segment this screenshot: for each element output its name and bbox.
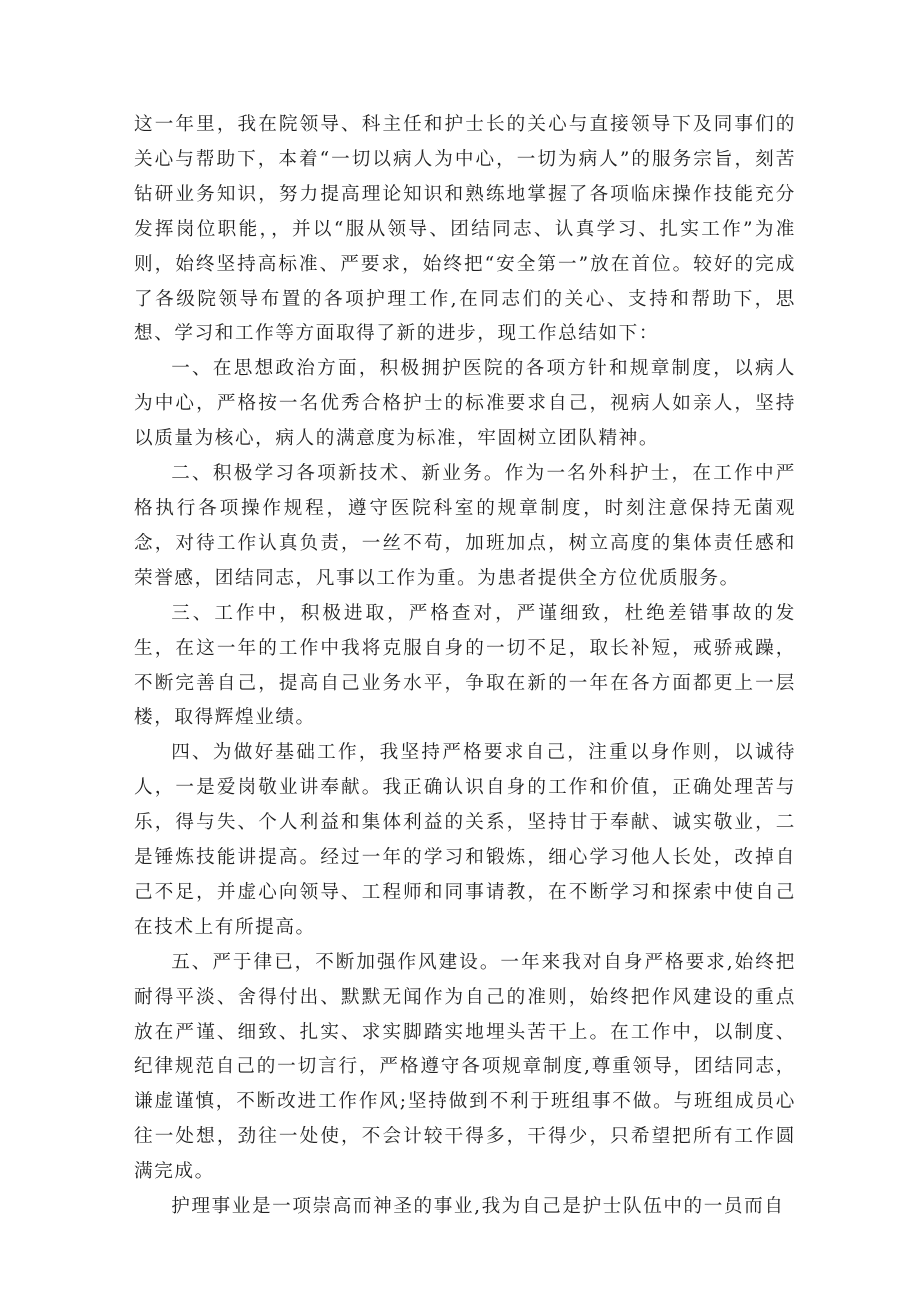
paragraph-ideology: 一、在思想政治方面，积极拥护医院的各项方针和规章制度，以病人为中心，严格按一名优秀合格护士的标准要求自己，视病人如亲人，坚持以质量为核心，病人的满意度为标准，牢固树立团队精神。 bbox=[134, 358, 796, 450]
paragraph-discipline: 五、严于律已，不断加强作风建设。一年来我对自身严格要求,始终把耐得平淡、舍得付出、默默无闻作为自己的准则，始终把作风建设的重点放在严谨、细致、扎实、求实脚踏实地埋头苦干上。在工作中，以制度、纪律规范自己的一切言行，严格遵守各项规章制度,尊重领导，团结同志，谦虚谨慎，不断改进工作作风;坚持做到不利于班组事不做。与班组成员心往一处想，劲往一处使，不会计较干得多，干得少，只希望把所有工作圆满完成。 bbox=[134, 951, 796, 1183]
paragraph-work: 三、工作中，积极进取，严格查对，严谨细致，杜绝差错事故的发生，在这一年的工作中我将克服自身的一切不足，取长补短，戒骄戒躁，不断完善自己，提高自己业务水平，争取在新的一年在各方面都更上一层楼，取得辉煌业绩。 bbox=[134, 602, 796, 729]
document-body bbox=[134, 108, 796, 1225]
paragraph-learning: 二、积极学习各项新技术、新业务。作为一名外科护士，在工作中严格执行各项操作规程，遵守医院科室的规章制度，时刻注意保持无菌观念，对待工作认真负责，一丝不苟，加班加点，树立高度的集体责任感和荣誉感，团结同志，凡事以工作为重。为患者提供全方位优质服务。 bbox=[134, 463, 796, 589]
paragraph-closing: 护理事业是一项崇高而神圣的事业,我为自己是护士队伍中的一员而自 bbox=[171, 1196, 785, 1218]
paragraph-intro: 这一年里，我在院领导、科主任和护士长的关心与直接领导下及同事们的关心与帮助下，本着“一切以病人为中心，一切为病人”的服务宗旨，刻苦钻研业务知识，努力提高理论知识和熟练地掌握了各项临床操作技能充分发挥岗位职能，，并以“服从领导、团结同志、认真学习、扎实工作”为准则，始终坚持高标准、严要求，始终把“安全第一”放在首位。较好的完成了各级院领导布置的各项护理工作,在同志们的关心、支持和帮助下，思想、学习和工作等方面取得了新的进步，现工作总结如下： bbox=[134, 114, 796, 345]
paragraph-foundation: 四、为做好基础工作，我坚持严格要求自己，注重以身作则，以诚待人，一是爱岗敬业讲奉献。我正确认识自身的工作和价值，正确处理苦与乐，得与失、个人利益和集体利益的关系，坚持甘于奉献、诚实敬业，二是锤炼技能讲提高。经过一年的学习和锻炼，细心学习他人长处，改掉自己不足，并虚心向领导、工程师和同事请教，在不断学习和探索中使自己在技术上有所提高。 bbox=[134, 742, 796, 938]
